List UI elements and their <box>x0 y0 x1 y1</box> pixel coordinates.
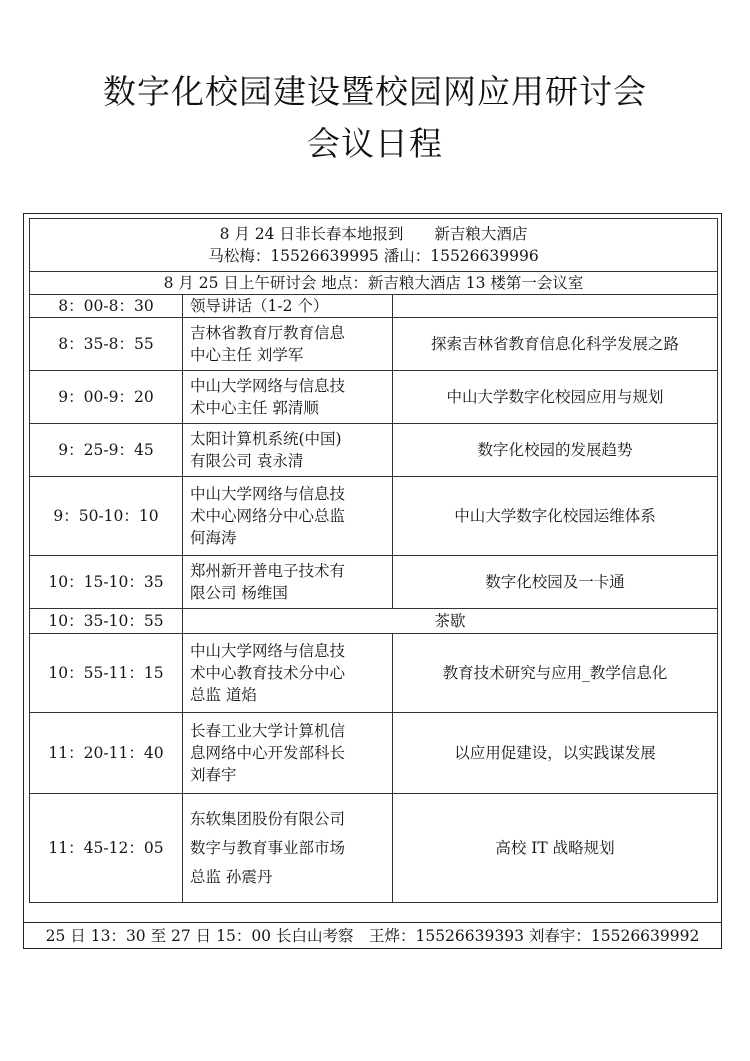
speaker-line: 太阳计算机系统(中国) <box>190 430 342 448</box>
speaker-line: 术中心网络分中心总监 <box>190 507 346 525</box>
time-cell: 11：20-11：40 <box>30 713 183 794</box>
speaker-cell <box>183 371 393 424</box>
table-row <box>30 477 718 556</box>
session-cell: 8 月 25 日上午研讨会 地点：新吉粮大酒店 13 楼第一会议室 <box>30 272 718 295</box>
speaker-line: 中山大学网络与信息技 <box>190 485 346 503</box>
speaker-line: 术中心主任 郭清顺 <box>190 399 319 417</box>
line-gap <box>190 830 388 837</box>
schedule-table-wrapper <box>29 218 717 903</box>
document-subtitle: 会议日程 <box>307 124 443 163</box>
speaker-line: 刘春宇 <box>190 766 237 784</box>
time-cell: 9：25-9：45 <box>30 424 183 477</box>
speaker-cell <box>183 556 393 609</box>
document-title: 数字化校园建设暨校园网应用研讨会 <box>103 72 647 111</box>
speaker-line: 中山大学网络与信息技 <box>190 642 346 660</box>
speaker-line: 吉林省教育厅教育信息 <box>190 324 346 342</box>
speaker-line: 郑州新开普电子技术有 <box>190 562 346 580</box>
time-cell: 8：00-8：30 <box>30 295 183 318</box>
footer-note: 25 日 13：30 至 27 日 15：00 长白山考察 王烨：15526639393 刘春宇：15526639992 <box>23 922 722 949</box>
table-row <box>30 713 718 794</box>
speaker-line: 东软集团股份有限公司 <box>190 810 346 828</box>
time-cell: 9：00-9：20 <box>30 371 183 424</box>
topic-cell: 数字化校园及一卡通 <box>393 556 718 609</box>
table-row <box>30 556 718 609</box>
speaker-line: 术中心教育技术分中心 <box>190 664 346 682</box>
speaker-line: 中心主任 刘学军 <box>190 346 304 364</box>
break-cell: 茶歇 <box>183 609 718 634</box>
speaker-line: 数字与教育事业部市场 <box>190 839 346 857</box>
arrival-row <box>30 219 718 272</box>
speaker-line: 有限公司 袁永清 <box>190 452 304 470</box>
speaker-line: 中山大学网络与信息技 <box>190 377 346 395</box>
time-cell: 10：55-11：15 <box>30 634 183 713</box>
time-cell: 11：45-12：05 <box>30 794 183 903</box>
topic-cell: 数字化校园的发展趋势 <box>393 424 718 477</box>
speaker-line: 领导讲话（1-2 个） <box>190 297 329 315</box>
speaker-cell <box>183 424 393 477</box>
time-cell: 8：35-8：55 <box>30 318 183 371</box>
schedule-table <box>29 218 718 903</box>
speaker-cell <box>183 318 393 371</box>
time-cell: 9：50-10：10 <box>30 477 183 556</box>
table-row <box>30 318 718 371</box>
speaker-line: 总监 孙震丹 <box>190 868 273 886</box>
arrival-line-2: 马松梅：15526639995 潘山：15526639996 <box>208 247 539 265</box>
topic-cell: 教育技术研究与应用_教学信息化 <box>393 634 718 713</box>
topic-cell: 中山大学数字化校园应用与规划 <box>393 371 718 424</box>
line-gap <box>190 859 388 866</box>
speaker-line: 息网络中心开发部科长 <box>190 744 346 762</box>
speaker-line: 总监 道焰 <box>190 686 257 704</box>
topic-cell: 中山大学数字化校园运维体系 <box>393 477 718 556</box>
table-row <box>30 371 718 424</box>
break-row <box>30 609 718 634</box>
speaker-line: 长春工业大学计算机信 <box>190 722 346 740</box>
table-row <box>30 634 718 713</box>
table-row <box>30 295 718 318</box>
table-row <box>30 424 718 477</box>
speaker-cell <box>183 634 393 713</box>
time-cell: 10：15-10：35 <box>30 556 183 609</box>
topic-cell: 探索吉林省教育信息化科学发展之路 <box>393 318 718 371</box>
speaker-line: 何海涛 <box>190 529 237 547</box>
speaker-cell <box>183 295 393 318</box>
topic-cell: 以应用促建设，以实践谋发展 <box>393 713 718 794</box>
arrival-cell <box>30 219 718 272</box>
speaker-cell <box>183 477 393 556</box>
topic-cell <box>393 295 718 318</box>
topic-cell: 高校 IT 战略规划 <box>393 794 718 903</box>
speaker-line: 限公司 杨维国 <box>190 584 288 602</box>
speaker-cell <box>183 713 393 794</box>
table-row <box>30 794 718 903</box>
session-row <box>30 272 718 295</box>
time-cell: 10：35-10：55 <box>30 609 183 634</box>
speaker-cell <box>183 794 393 903</box>
arrival-line-1: 8 月 24 日非长春本地报到 新吉粮大酒店 <box>219 225 528 243</box>
